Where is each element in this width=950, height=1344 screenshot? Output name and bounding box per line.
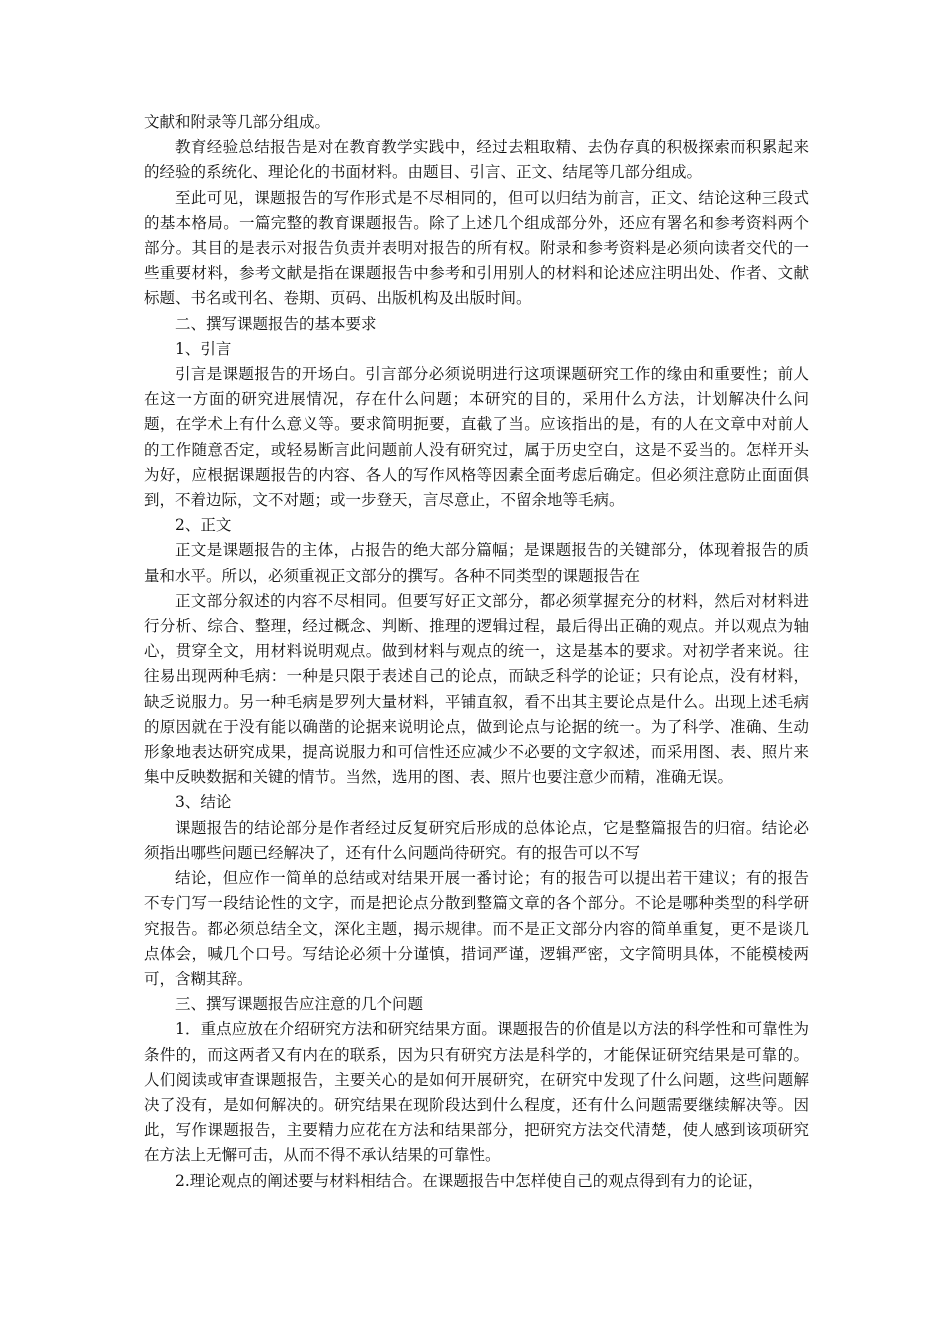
paragraph: 文献和附录等几部分组成。 xyxy=(144,113,331,131)
subsection-heading: 1、引言 xyxy=(175,339,232,358)
document-body xyxy=(144,110,809,1194)
subsection-heading: 3、结论 xyxy=(175,793,232,812)
paragraph: 教育经验总结报告是对在教育教学实践中，经过去粗取精、去伪存真的积极探索而积累起来的经验的系统化、理论化的书面材料。由题目、引言、正文、结尾等几部分组成。 xyxy=(144,138,809,182)
paragraph: 至此可见，课题报告的写作形式是不尽相同的，但可以归结为前言，正文、结论这种三段式的基本格局。一篇完整的教育课题报告。除了上述几个组成部分外，还应有署名和参考资料两个部分。其目的是表示对报告负责并表明对报告的所有权。附录和参考资料是必须向读者交代的一些重要材料，参考文献是指在课题报告中参考和引用别人的材料和论述应注明出处、作者、文献标题、书名或刊名、卷期、页码、出版机构及出版时间。 xyxy=(144,188,809,308)
paragraph: 引言是课题报告的开场白。引言部分必须说明进行这项课题研究工作的缘由和重要性；前人在这一方面的研究进展情况，存在什么问题；本研究的目的，采用什么方法，计划解决什么问题，在学术上有什么意义等。要求简明扼要，直截了当。应该指出的是，有的人在文章中对前人的工作随意否定，或轻易断言此问题前人没有研究过，属于历史空白，这是不妥当的。怎样开头为好，应根据课题报告的内容、各人的写作风格等因素全面考虑后确定。但必须注意防止面面俱到，不着边际，文不对题；或一步登天，言尽意止，不留余地等毛病。 xyxy=(144,365,809,510)
paragraph: 正文是课题报告的主体，占报告的绝大部分篇幅；是课题报告的关键部分，体现着报告的质量和水平。所以，必须重视正文部分的撰写。各种不同类型的课题报告在 xyxy=(144,541,809,585)
section-heading: 二、撰写课题报告的基本要求 xyxy=(175,314,377,333)
section-heading: 三、撰写课题报告应注意的几个问题 xyxy=(175,995,424,1014)
paragraph: 1．重点应放在介绍研究方法和研究结果方面。课题报告的价值是以方法的科学性和可靠性为条件的，而这两者又有内在的联系，因为只有研究方法是科学的，才能保证研究结果是可靠的。人们阅读或审查课题报告，主要关心的是如何开展研究，在研究中发现了什么问题，这些问题解决了没有，是如何解决的。研究结果在现阶段达到什么程度，还有什么问题需要继续解决等。因此，写作课题报告，主要精力应花在方法和结果部分，把研究方法交代清楚，使人感到该项研究在方法上无懈可击，从而不得不承认结果的可靠性。 xyxy=(144,1020,809,1165)
paragraph: 2.理论观点的阐述要与材料相结合。在课题报告中怎样使自己的观点得到有力的论证， xyxy=(175,1171,764,1190)
paragraph: 正文部分叙述的内容不尽相同。但要写好正文部分，都必须掌握充分的材料，然后对材料进行分析、综合、整理，经过概念、判断、推理的逻辑过程，最后得出正确的观点。并以观点为轴心，贯穿全文，用材料说明观点。做到材料与观点的统一，这是基本的要求。对初学者来说。往往易出现两种毛病：一种是只限于表述自己的论点，而缺乏科学的论证；只有论点，没有材料，缺乏说服力。另一种毛病是罗列大量材料，平铺直叙，看不出其主要论点是什么。出现上述毛病的原因就在于没有能以确凿的论据来说明论点，做到论点与论据的统一。为了科学、准确、生动形象地表达研究成果，提高说服力和可信性还应减少不必要的文字叙述，而采用图、表、照片来集中反映数据和关键的情节。当然，选用的图、表、照片也要注意少而精，准确无误。 xyxy=(144,591,809,787)
paragraph: 课题报告的结论部分是作者经过反复研究后形成的总体论点，它是整篇报告的归宿。结论必须指出哪些问题已经解决了，还有什么问题尚待研究。有的报告可以不写 xyxy=(144,818,809,862)
subsection-heading: 2、正文 xyxy=(175,516,232,535)
paragraph: 结论，但应作一简单的总结或对结果开展一番讨论；有的报告可以提出若干建议；有的报告不专门写一段结论性的文字，而是把论点分散到整篇文章的各个部分。不论是哪种类型的科学研究报告。都必须总结全文，深化主题，揭示规律。而不是正文部分内容的简单重复，更不是谈几点体会，喊几个口号。写结论必须十分谨慎，措词严谨，逻辑严密，文字简明具体，不能模棱两可，含糊其辞。 xyxy=(144,869,809,988)
